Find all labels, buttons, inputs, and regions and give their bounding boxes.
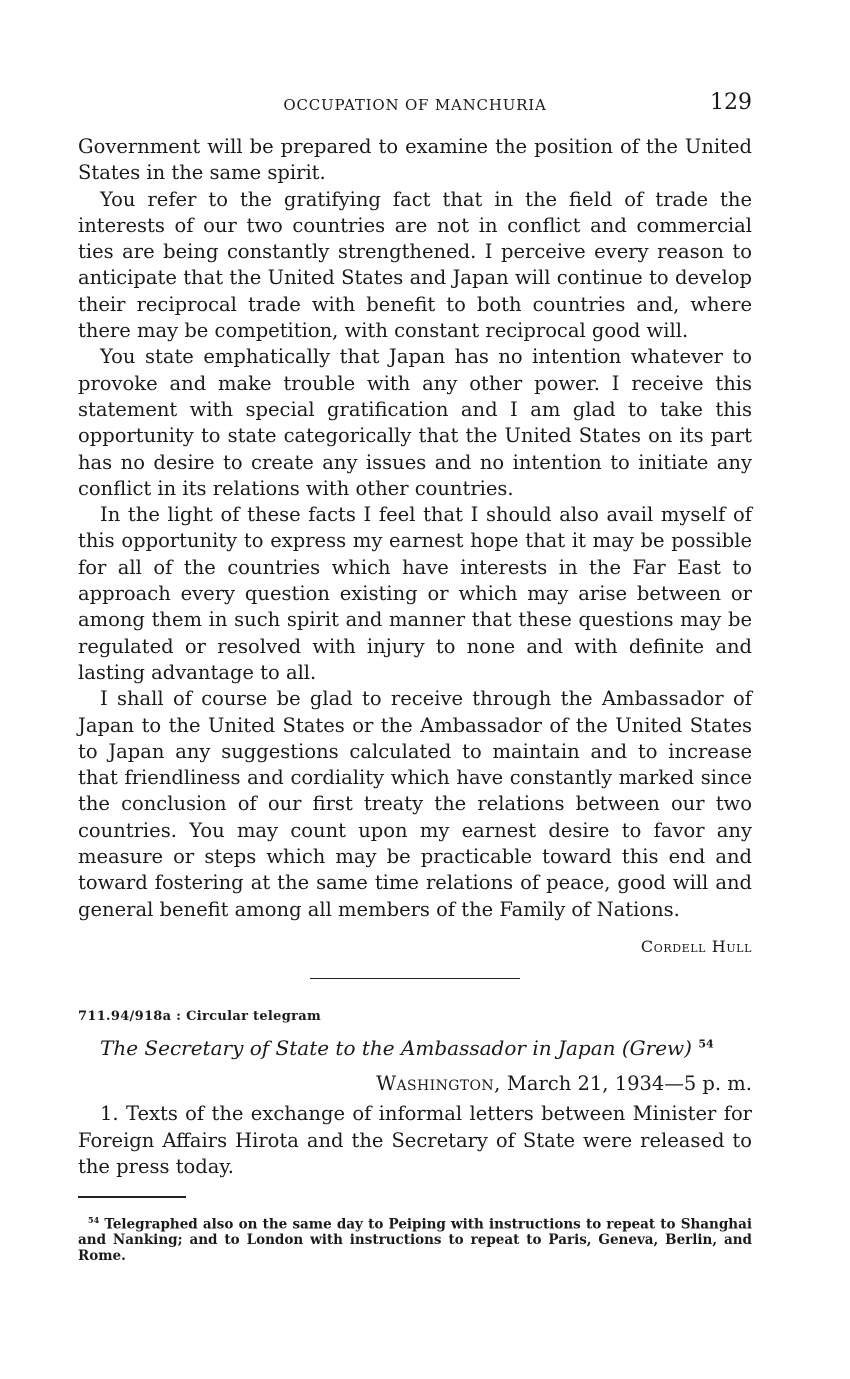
footnote-reference: 54 bbox=[698, 1037, 714, 1051]
footnote-divider bbox=[78, 1196, 186, 1198]
paragraph: You refer to the gratifying fact that in the field of trade the interests of our two countries are not in conflict and commercial ties are being constantly strengthened. I perceive every reason to anticipate that the United States and Japan will continue to develop their reciprocal trade with benefit to both countries and, where there may be competition, with constant reciprocal good will. bbox=[78, 187, 752, 343]
paragraph: In the light of these facts I feel that I should also avail myself of this opportunity to express my earnest hope that it may be possible for all of the countries which have interests in the Far East to approach every question existing or which may arise between or among them in such spirit and manner that these questions may be regulated or resolved with injury to none and with definite and lasting advantage to all. bbox=[78, 503, 752, 684]
document-page bbox=[78, 92, 752, 1264]
dateline-place: Washington, bbox=[376, 1072, 501, 1096]
page-number: 129 bbox=[710, 90, 752, 115]
file-number: 711.94/918a : Circular telegram bbox=[78, 1009, 322, 1025]
paragraph: You state emphatically that Japan has no intention whatever to provoke and make trouble with any other power. I receive this statement with special gratification and I am glad to take this opportunity to state categorically that the United States on its part has no desire to create any issues and no intention to initiate any conflict in its relations with other countries. bbox=[78, 345, 752, 500]
footnote-text: Telegraphed also on the same day to Peiping with instructions to repeat to Shanghai and Nanking; and to London with instructions to repeat to Paris, Geneva, Berlin, and Rome. bbox=[78, 1216, 752, 1265]
telegram-body bbox=[78, 1101, 752, 1180]
footnote bbox=[78, 1212, 752, 1265]
paragraph: Government will be prepared to examine the position of the United States in the same spirit. bbox=[78, 135, 752, 185]
running-head bbox=[78, 92, 752, 120]
running-title: OCCUPATION OF MANCHURIA bbox=[283, 96, 547, 114]
document-title bbox=[78, 1036, 752, 1060]
document-title-text: The Secretary of State to the Ambassador in Japan (Grew) bbox=[100, 1036, 692, 1061]
dateline bbox=[78, 1072, 752, 1095]
paragraph: I shall of course be glad to receive through the Ambassador of Japan to the United States or the Ambassador of the United States to Japan any suggestions calculated to maintain and to increase that friendliness and cordiality which have constantly marked since the conclusion of our first treaty the relations between our two countries. You may count upon my earnest desire to favor any measure or steps which may be practicable toward this end and toward fostering at the same time relations of peace, good will and general benefit among all members of the Family of Nations. bbox=[78, 687, 752, 921]
letter-body bbox=[78, 134, 752, 923]
signature: Cordell Hull bbox=[640, 936, 752, 956]
paragraph: 1. Texts of the exchange of informal letters between Minister for Foreign Affairs Hirota and the Secretary of State were released to the press today. bbox=[78, 1102, 752, 1178]
dateline-date: March 21, 1934—5 p. m. bbox=[506, 1072, 752, 1096]
section-divider bbox=[310, 978, 520, 980]
footnote-marker: 54 bbox=[88, 1214, 100, 1225]
